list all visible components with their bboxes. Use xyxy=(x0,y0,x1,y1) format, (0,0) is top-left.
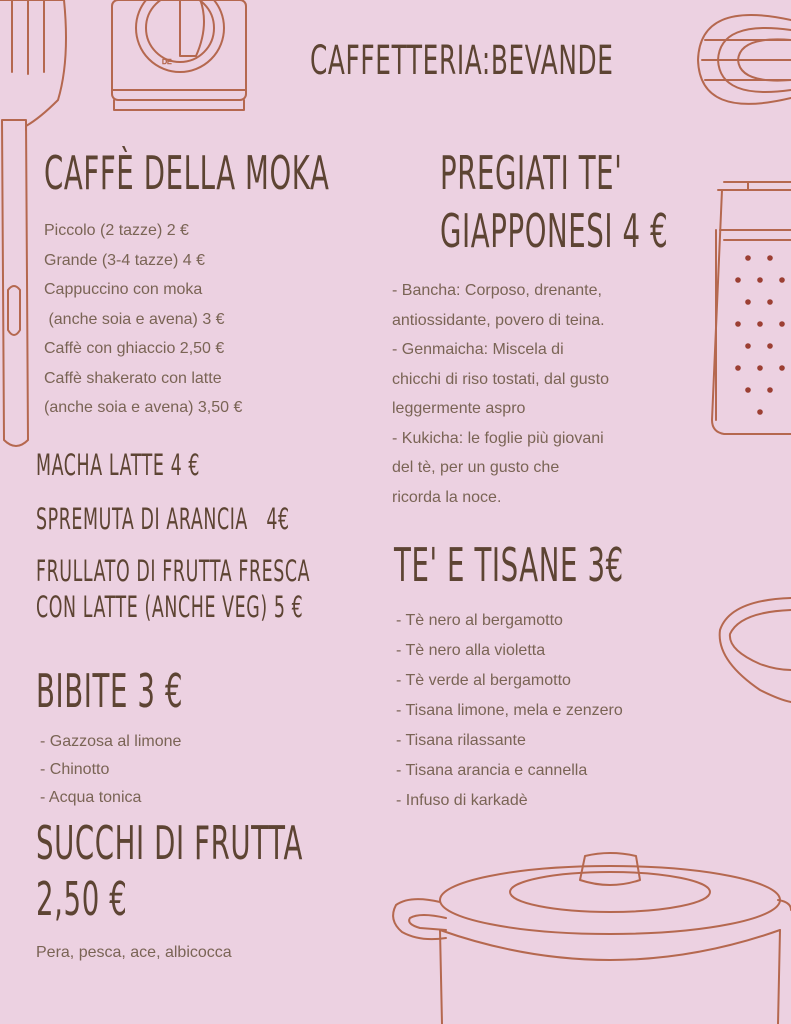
list-item: - Tè nero al bergamotto xyxy=(396,612,563,629)
list-item: - Tisana rilassante xyxy=(396,732,526,749)
te-giapponesi-title-block xyxy=(380,146,680,258)
bowl-icon xyxy=(720,598,791,702)
succhi-title-line1: SUCCHI DI FRUTTA xyxy=(36,816,303,870)
bibite-list xyxy=(40,728,181,812)
list-item: del tè, per un gusto che xyxy=(392,459,560,476)
tisane-title: TE' E TISANE 3€ xyxy=(394,538,624,592)
page-title: CAFFETTERIA:BEVANDE xyxy=(310,38,614,84)
list-item: - Acqua tonica xyxy=(40,789,142,806)
kitchen-timer-icon xyxy=(112,0,246,110)
pot-icon xyxy=(393,853,791,1024)
grater-holes xyxy=(735,255,785,415)
list-item: (anche soia e avena) 3,50 € xyxy=(44,399,243,416)
list-item: Pera, pesca, ace, albicocca xyxy=(36,944,232,961)
te-giapponesi-title-line2: GIAPPONESI 4 € xyxy=(440,204,669,258)
list-item: Caffè con ghiaccio 2,50 € xyxy=(44,340,225,357)
moka-title: CAFFÈ DELLA MOKA xyxy=(44,146,330,200)
list-item: - Gazzosa al limone xyxy=(40,733,182,750)
moka-list xyxy=(44,216,242,423)
list-item: - Tè nero alla violetta xyxy=(396,642,546,659)
list-item: ricorda la noce. xyxy=(392,488,502,506)
grater-icon xyxy=(712,182,791,434)
whisk-icon xyxy=(698,15,791,104)
list-item: - Genmaicha: Miscela di xyxy=(392,341,564,358)
list-item: chicchi di riso tostati, dal gusto xyxy=(392,370,609,388)
te-giapponesi-list xyxy=(392,276,609,512)
succhi-list xyxy=(36,938,232,968)
list-item: (anche soia e avena) 3 € xyxy=(44,310,225,328)
succhi-title-line2: 2,50 € xyxy=(36,872,128,926)
list-item: antiossidante, povero di teina. xyxy=(392,311,605,329)
tisane-list xyxy=(396,606,623,816)
list-item: - Bancha: Corposo, drenante, xyxy=(392,282,602,299)
list-item: - Kukicha: le foglie più giovani xyxy=(392,429,604,447)
frullato-heading-line2: CON LATTE (ANCHE VEG) 5 € xyxy=(36,590,304,624)
list-item: Cappuccino con moka xyxy=(44,281,203,298)
list-item: leggermente aspro xyxy=(392,400,526,417)
list-item: Caffè shakerato con latte xyxy=(44,369,222,387)
svg-text:DE: DE xyxy=(162,59,172,66)
list-item: - Tè verde al bergamotto xyxy=(396,672,571,689)
frullato-heading-line1: FRULLATO DI FRUTTA FRESCA xyxy=(36,554,311,588)
bibite-title: BIBITE 3 € xyxy=(36,664,184,718)
list-item: - Infuso di karkadè xyxy=(396,792,528,809)
list-item: - Tisana arancia e cannella xyxy=(396,762,588,779)
macha-latte-heading: MACHA LATTE 4 € xyxy=(36,448,201,482)
list-item: Piccolo (2 tazze) 2 € xyxy=(44,222,189,239)
spremuta-heading: SPREMUTA DI ARANCIA 4€ xyxy=(36,502,290,536)
list-item: - Tisana limone, mela e zenzero xyxy=(396,702,623,719)
te-giapponesi-title-line1: PREGIATI TE' xyxy=(440,146,623,200)
list-item: - Chinotto xyxy=(40,761,110,778)
list-item: Grande (3-4 tazze) 4 € xyxy=(44,251,205,269)
